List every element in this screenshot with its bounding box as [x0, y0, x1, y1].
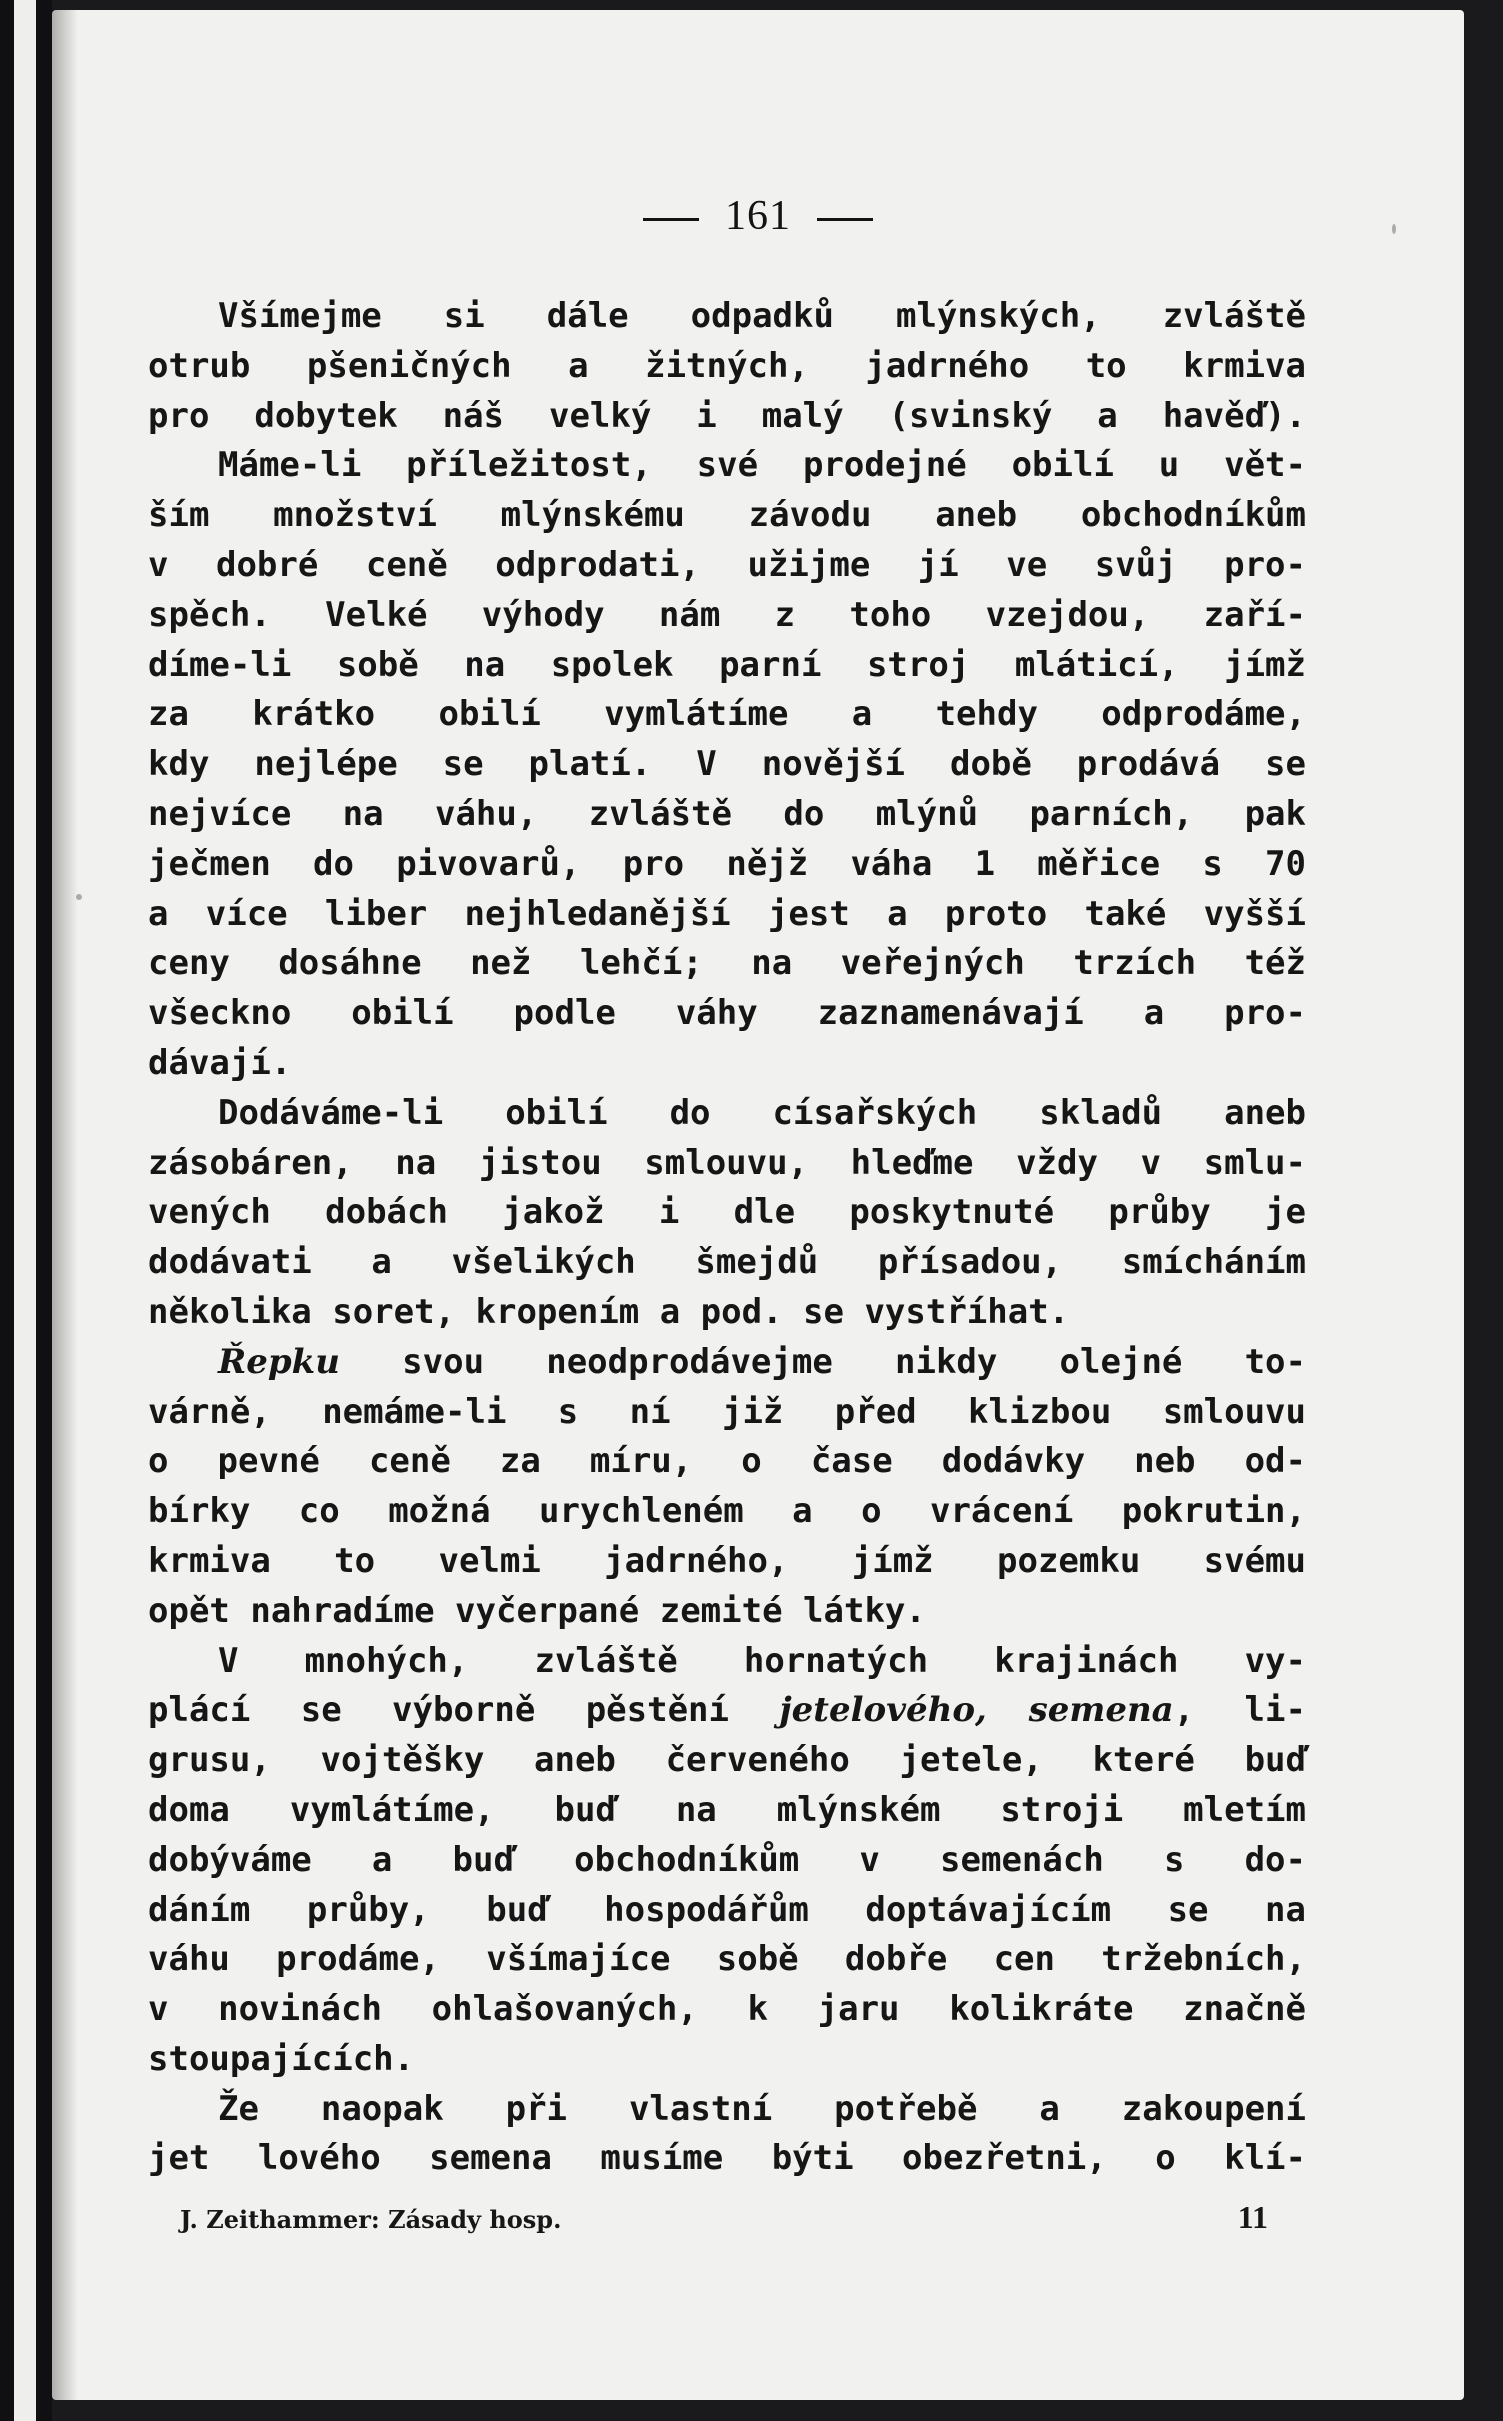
- text-line-segment: spěch. Velké výhody nám z toho vzejdou, zaří-: [148, 594, 1306, 635]
- page-number: 161: [725, 193, 791, 239]
- text-line: [148, 1786, 1306, 1836]
- text-line: [148, 1886, 1306, 1936]
- text-line-segment: Všímejme si dále odpadků mlýnských, zvláště: [218, 296, 1306, 336]
- text-line-segment: dodávati a všelikých šmejdů přísadou, smícháním: [148, 1242, 1306, 1283]
- text-line-segment: v dobré ceně odprodati, užijme jí ve svůj pro-: [148, 544, 1306, 585]
- text-line: [148, 840, 1306, 890]
- text-line-segment: Že naopak při vlastní potřebě a zakoupení: [218, 2088, 1306, 2129]
- ink-speck: [1392, 224, 1396, 234]
- text-line-segment: , li-: [1173, 1690, 1306, 1731]
- text-line: [148, 491, 1306, 541]
- text-line-segment: za krátko obilí vymlátíme a tehdy odprodáme,: [148, 694, 1306, 735]
- text-line: [148, 292, 1306, 342]
- footer-sheet-number: 11: [1237, 2199, 1268, 2235]
- text-line: [148, 1637, 1306, 1687]
- ink-speck: [76, 894, 82, 900]
- scan-left-edge: [0, 0, 52, 2421]
- text-line: [148, 1188, 1306, 1238]
- text-line: [148, 342, 1306, 392]
- text-line-segment: grusu, vojtěšky aneb červeného jetele, které buď: [148, 1740, 1306, 1781]
- text-line: [148, 1686, 1306, 1736]
- text-line: [148, 2035, 1306, 2085]
- text-line: [148, 1238, 1306, 1288]
- text-line-segment: několika soret, kropením a pod. se vystříhat.: [148, 1291, 1070, 1332]
- text-line-segment: kdy nejlépe se platí. V novější době prodává se: [148, 744, 1306, 785]
- text-line-segment: plácí se výborně pěstění: [148, 1690, 780, 1731]
- text-line-segment: o pevné ceně za míru, o čase dodávky neb od-: [148, 1441, 1306, 1482]
- text-line: [148, 1039, 1306, 1089]
- text-line-segment: nejvíce na váhu, zvláště do mlýnů parních, pak: [148, 793, 1306, 834]
- page-header: [52, 192, 1464, 240]
- text-line-segment: vených dobách jakož i dle poskytnuté průby je: [148, 1192, 1306, 1233]
- emphasized-term: Řepku: [218, 1341, 340, 1382]
- text-line-segment: várně, nemáme-li s ní již před klizbou smlouvu: [148, 1391, 1306, 1432]
- text-line-segment: Dodáváme-li obilí do císařských skladů aneb: [218, 1092, 1306, 1133]
- adjacent-page-strip: [14, 0, 36, 2421]
- text-line: [148, 1089, 1306, 1139]
- page-footer: [180, 2199, 1268, 2235]
- text-line: [148, 939, 1306, 989]
- text-line: [148, 1836, 1306, 1886]
- text-line: [148, 989, 1306, 1039]
- text-line: [148, 441, 1306, 491]
- text-line: [148, 541, 1306, 591]
- text-line-segment: ším množství mlýnskému závodu aneb obchodníkům: [148, 495, 1306, 536]
- text-line: [148, 740, 1306, 790]
- text-line-segment: pro dobytek náš velký i malý (svinský a havěď).: [148, 395, 1306, 436]
- text-line-segment: krmiva to velmi jadrného, jímž pozemku svému: [148, 1540, 1306, 1581]
- book-page: [52, 10, 1464, 2400]
- text-line-segment: ceny dosáhne než lehčí; na veřejných trzích též: [148, 943, 1306, 984]
- text-line: [148, 890, 1306, 940]
- text-line-segment: jet lového semena musíme býti obezřetni, o klí-: [148, 2138, 1306, 2179]
- text-line-segment: bírky co možná urychleném a o vrácení pokrutin,: [148, 1491, 1306, 1532]
- page-body-text: [148, 292, 1306, 2184]
- text-line: [148, 1736, 1306, 1786]
- header-dash-right: [817, 218, 873, 221]
- text-line-segment: Máme-li příležitost, své prodejné obilí u vět-: [218, 445, 1306, 486]
- text-line-segment: dávají.: [148, 1042, 292, 1083]
- text-line: [148, 790, 1306, 840]
- text-line-segment: díme-li sobě na spolek parní stroj mláticí, jímž: [148, 644, 1306, 685]
- text-line: [148, 392, 1306, 442]
- text-line-segment: svou neodprodávejme nikdy olejné to-: [339, 1341, 1306, 1382]
- text-line-segment: váhu prodáme, všímajíce sobě dobře cen tržebních,: [148, 1939, 1306, 1980]
- text-line: [148, 641, 1306, 691]
- text-line-segment: a více liber nejhledanější jest a proto také vyšší: [148, 893, 1306, 934]
- text-line: [148, 2085, 1306, 2135]
- text-line-segment: v novinách ohlašovaných, k jaru kolikráte značně: [148, 1989, 1306, 2030]
- text-line-segment: doma vymlátíme, buď na mlýnském stroji mletím: [148, 1789, 1306, 1830]
- text-line: [148, 2134, 1306, 2184]
- text-line: [148, 1487, 1306, 1537]
- footer-signature: J. Zeithammer: Zásady hosp.: [180, 2205, 562, 2234]
- text-line: [148, 1288, 1306, 1338]
- text-line: [148, 1587, 1306, 1637]
- text-line: [148, 1388, 1306, 1438]
- header-dash-left: [643, 218, 699, 221]
- text-line-segment: všeckno obilí podle váhy zaznamenávají a pro-: [148, 993, 1306, 1034]
- text-line: [148, 1139, 1306, 1189]
- text-line-segment: dáním průby, buď hospodářům doptávajícím se na: [148, 1889, 1306, 1930]
- text-line-segment: opět nahradíme vyčerpané zemité látky.: [148, 1590, 926, 1631]
- emphasized-term: jetelového, semena: [779, 1690, 1174, 1731]
- text-line: [148, 1935, 1306, 1985]
- text-line-segment: dobýváme a buď obchodníkům v semenách s do-: [148, 1839, 1306, 1880]
- text-line: [148, 1338, 1306, 1388]
- text-line: [148, 1985, 1306, 2035]
- text-line: [148, 1537, 1306, 1587]
- text-line-segment: V mnohých, zvláště hornatých krajinách vy-: [218, 1640, 1306, 1681]
- text-line-segment: stoupajících.: [148, 2038, 415, 2079]
- text-line-segment: zásobáren, na jistou smlouvu, hleďme vždy v smlu-: [148, 1142, 1306, 1183]
- text-line: [148, 690, 1306, 740]
- text-line-segment: ječmen do pivovarů, pro nějž váha 1 měřice s 70: [148, 843, 1306, 884]
- text-line: [148, 1437, 1306, 1487]
- text-line: [148, 591, 1306, 641]
- text-line-segment: otrub pšeničných a žitných, jadrného to krmiva: [148, 345, 1306, 386]
